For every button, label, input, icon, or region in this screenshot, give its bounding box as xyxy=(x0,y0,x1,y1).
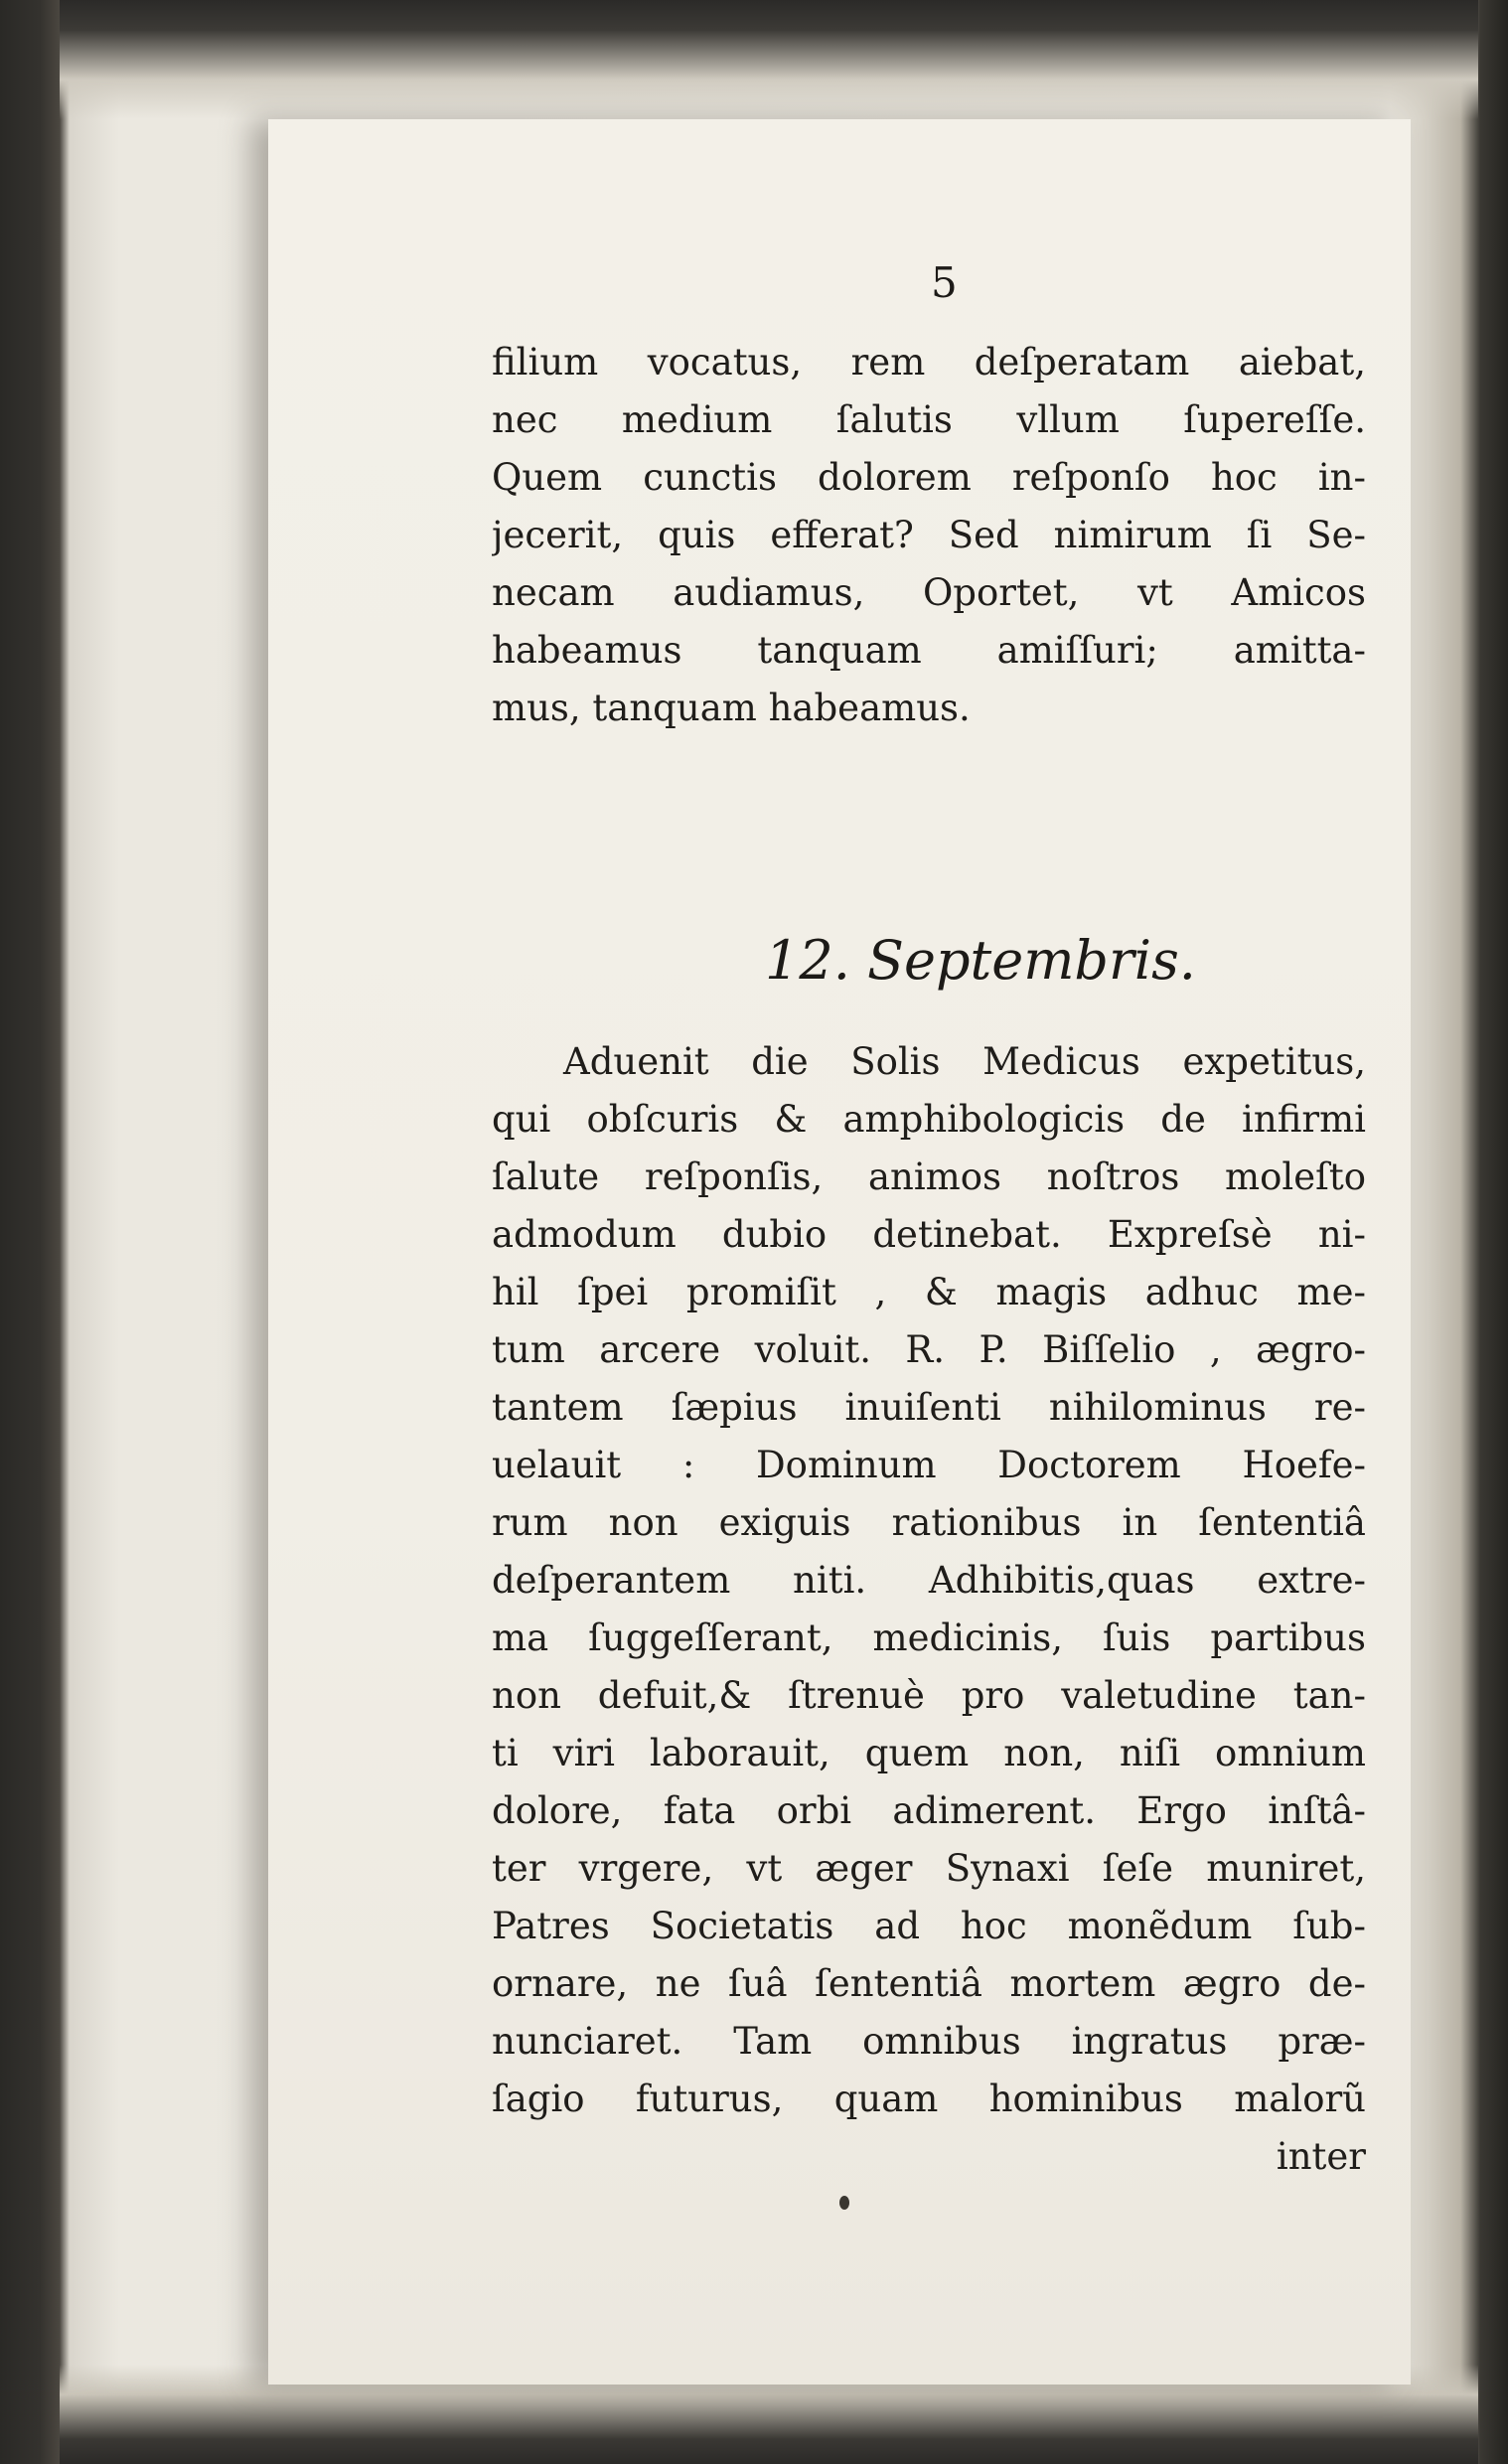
paragraph-2 xyxy=(492,1033,1366,2186)
text-line: nunciaret. Tam omnibus ingratus præ- xyxy=(492,2020,1366,2063)
ink-dot xyxy=(839,2196,849,2210)
text-line: non defuit,& ſtrenuè pro valetudine tan- xyxy=(492,1674,1366,1717)
text-line: qui obſcuris & amphibologicis de infirmi xyxy=(492,1098,1366,1141)
text-line: tum arcere voluit. R. P. Biſſelio , ægro- xyxy=(492,1328,1366,1371)
text-line: mus, tanquam habeamus. xyxy=(492,687,971,729)
date-heading: 12. Septembris. xyxy=(765,929,1196,992)
top-edge-shadow xyxy=(60,0,1478,119)
text-line: jecerit, quis efferat? Sed nimirum ſi Se- xyxy=(492,514,1366,556)
catchword: inter xyxy=(1276,2135,1366,2178)
text-line: ſagio futurus, quam hominibus malorũ xyxy=(492,2078,1366,2120)
text-line: nec medium ſalutis vllum ſupereſſe. xyxy=(492,398,1366,441)
text-line: ter vrgere, vt æger Synaxi ſeſe muniret, xyxy=(492,1847,1366,1890)
text-line: dolore, fata orbi adimerent. Ergo inſtâ- xyxy=(492,1789,1366,1832)
text-line: hil ſpei promiſit , & magis adhuc me- xyxy=(492,1271,1366,1313)
book-page xyxy=(268,119,1411,2385)
paragraph-1 xyxy=(492,334,1366,737)
text-line: Patres Societatis ad hoc monẽdum ſub- xyxy=(492,1905,1366,1947)
text-line: ornare, ne ſuâ ſententiâ mortem ægro de- xyxy=(492,1962,1366,2005)
text-line: deſperantem niti. Adhibitis,quas extre- xyxy=(492,1559,1366,1602)
text-line: filium vocatus, rem deſperatam aiebat, xyxy=(492,341,1366,384)
page-number: 5 xyxy=(931,258,958,307)
text-line: habeamus tanquam amiſſuri; amitta- xyxy=(492,629,1366,672)
text-line: uelauit : Dominum Doctorem Hoefe- xyxy=(492,1444,1366,1486)
text-line: ma ſuggeſſerant, medicinis, ſuis partibus xyxy=(492,1617,1366,1659)
text-line: Aduenit die Solis Medicus expetitus, xyxy=(563,1040,1366,1083)
text-line: admodum dubio detinebat. Expreſsè ni- xyxy=(492,1213,1366,1256)
text-line: necam audiamus, Oportet, vt Amicos xyxy=(492,571,1366,614)
text-line: tantem ſæpius inuiſenti nihilominus re- xyxy=(492,1386,1366,1429)
text-line: Quem cunctis dolorem reſponſo hoc in- xyxy=(492,456,1366,499)
text-line: rum non exiguis rationibus in ſententiâ xyxy=(492,1501,1366,1544)
text-line: ſalute reſponſis, animos noſtros moleſto xyxy=(492,1155,1366,1198)
text-line: ti viri laborauit, quem non, niſi omnium xyxy=(492,1732,1366,1774)
